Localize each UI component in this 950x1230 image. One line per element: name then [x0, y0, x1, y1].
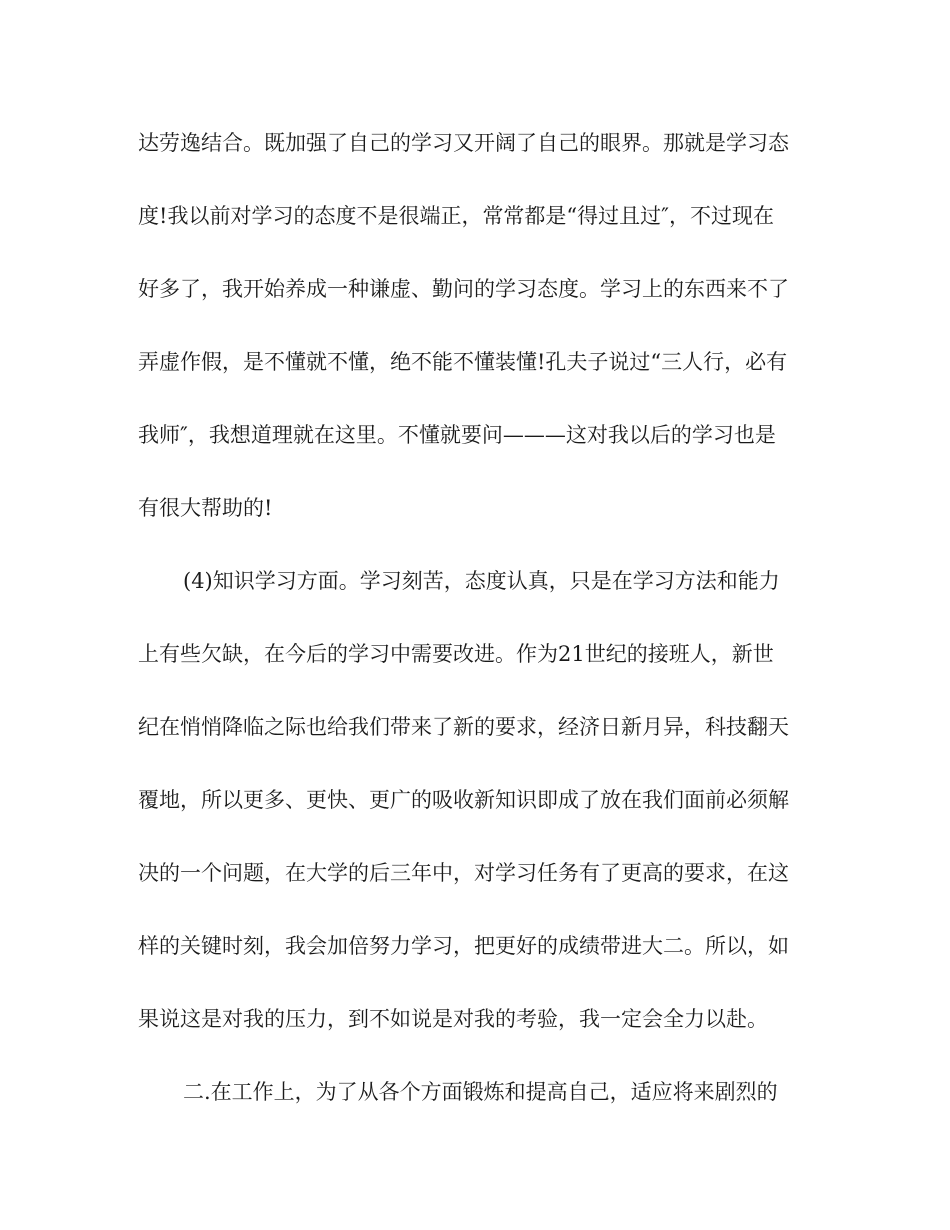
text-line: 果说这是对我的压力，到不如说是对我的考验，我一定会全力以赴。 [138, 1007, 768, 1031]
text-line: 决的一个问题，在大学的后三年中，对学习任务有了更高的要求，在这 [138, 861, 789, 885]
text-line: 上有些欠缺，在今后的学习中需要改进。作为21世纪的接班人，新世 [138, 642, 774, 666]
text-line: 覆地，所以更多、更快、更广的吸收新知识即成了放在我们面前必须解 [138, 788, 789, 812]
text-line: 我师″，我想道理就在这里。不懂就要问———这对我以后的学习也是 [138, 423, 776, 447]
text-line: 纪在悄悄降临之际也给我们带来了新的要求，经济日新月异，科技翻天 [138, 715, 789, 739]
paragraph-first-line: (4)知识学习方面。学习刻苦，态度认真，只是在学习方法和能力 [183, 569, 780, 593]
text-line: 有很大帮助的! [138, 496, 273, 520]
text-line: 样的关键时刻，我会加倍努力学习，把更好的成绩带进大二。所以，如 [138, 934, 789, 958]
text-line: 好多了，我开始养成一种谦虚、勤问的学习态度。学习上的东西来不了 [138, 277, 789, 301]
text-line: 达劳逸结合。既加强了自己的学习又开阔了自己的眼界。那就是学习态 [138, 131, 789, 155]
text-line: 弄虚作假，是不懂就不懂，绝不能不懂装懂!孔夫子说过“三人行，必有 [138, 350, 788, 374]
text-line: 度!我以前对学习的态度不是很端正，常常都是“得过且过″，不过现在 [138, 204, 775, 228]
paragraph-first-line: 二.在工作上，为了从各个方面锻炼和提高自己，适应将来剧烈的 [183, 1080, 778, 1104]
